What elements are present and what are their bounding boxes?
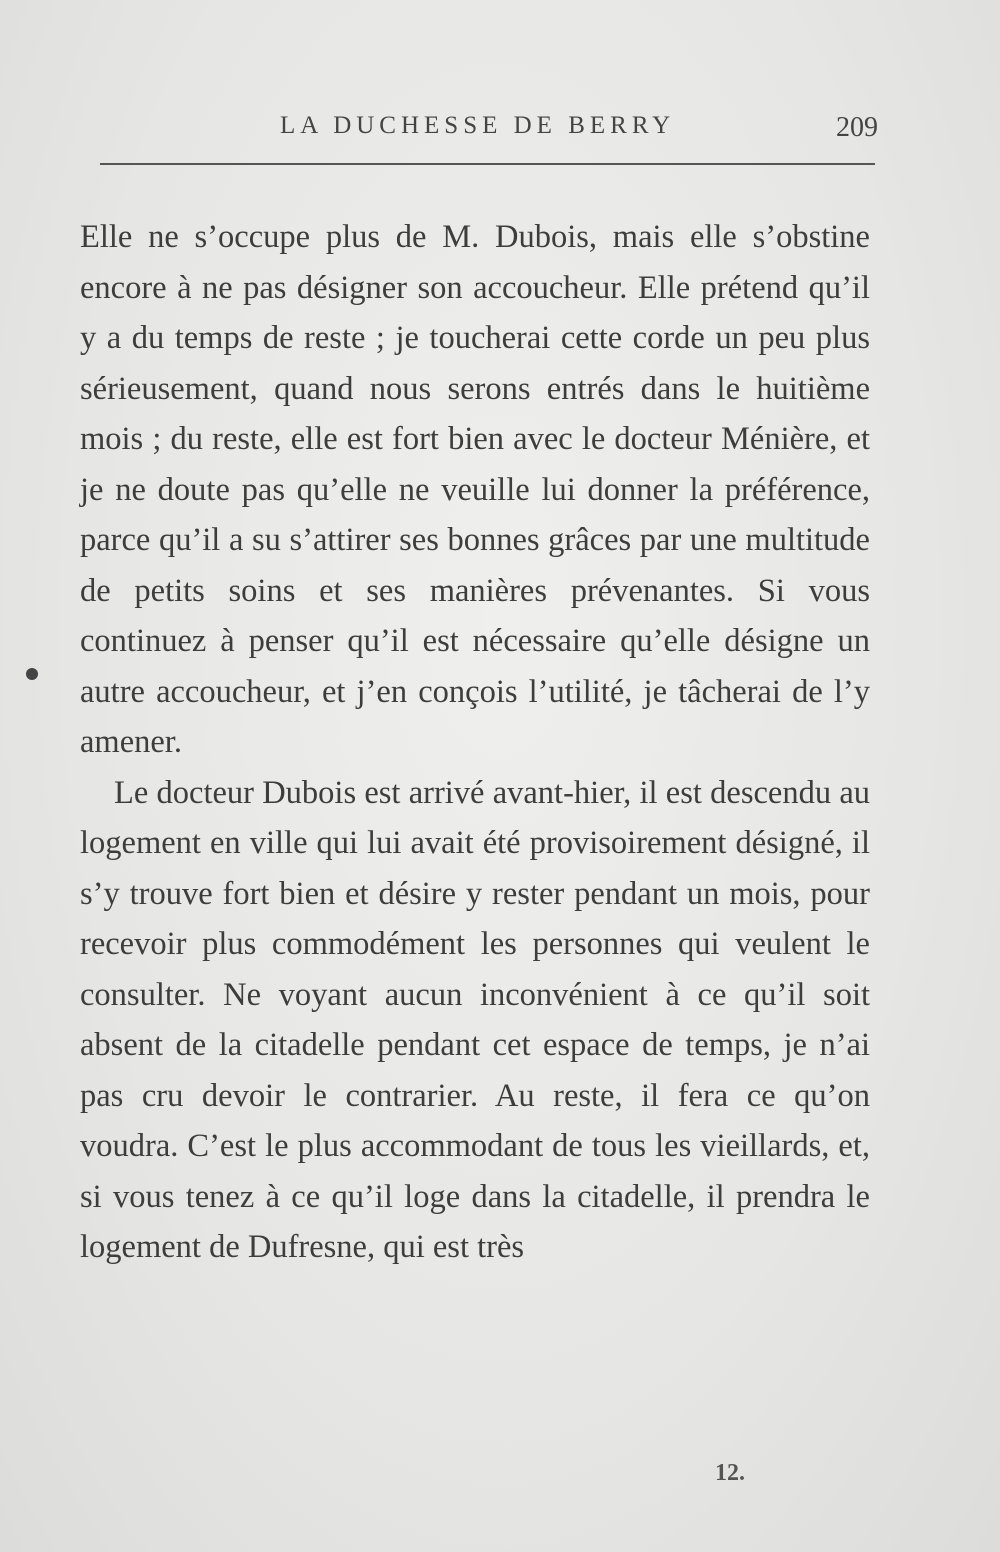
margin-dot-mark: [26, 668, 38, 680]
paragraph-1: Elle ne s’occupe plus de M. Dubois, mais elle s’obstine encore à ne pas désigner son accoucheur. Elle prétend qu’il y a du temps de reste ; je toucherai cette corde un peu plus sérieusement, quand nous serons entrés dans le huitième mois ; du reste, elle est fort bien avec le docteur Ménière, et je ne doute pas qu’elle ne veuille lui donner la préférence, parce qu’il a su s’attirer ses bonnes grâces par une multitude de petits soins et ses manières prévenantes. Si vous continuez à penser qu’il est nécessaire qu’elle désigne un autre accoucheur, et j’en conçois l’utilité, je tâcherai de l’y amener.: [80, 219, 870, 760]
running-head: [100, 112, 878, 152]
running-title: LA DUCHESSE DE BERRY: [280, 112, 676, 139]
signature-mark: 12.: [715, 1460, 745, 1486]
header-rule: [100, 163, 875, 165]
page-number: 209: [836, 112, 878, 143]
body-text: [80, 212, 870, 1273]
paragraph-2: Le docteur Dubois est arrivé avant-hier, il est descendu au logement en ville qui lui avait été provisoirement désigné, il s’y trouve fort bien et désire y rester pendant un mois, pour recevoir plus commodément les personnes qui veulent le consulter. Ne voyant aucun inconvénient à ce qu’il soit absent de la citadelle pendant cet espace de temps, je n’ai pas cru devoir le contrarier. Au reste, il fera ce qu’on voudra. C’est le plus accommodant de tous les vieillards, et, si vous tenez à ce qu’il loge dans la citadelle, il prendra le logement de Dufresne, qui est très: [80, 774, 870, 1265]
